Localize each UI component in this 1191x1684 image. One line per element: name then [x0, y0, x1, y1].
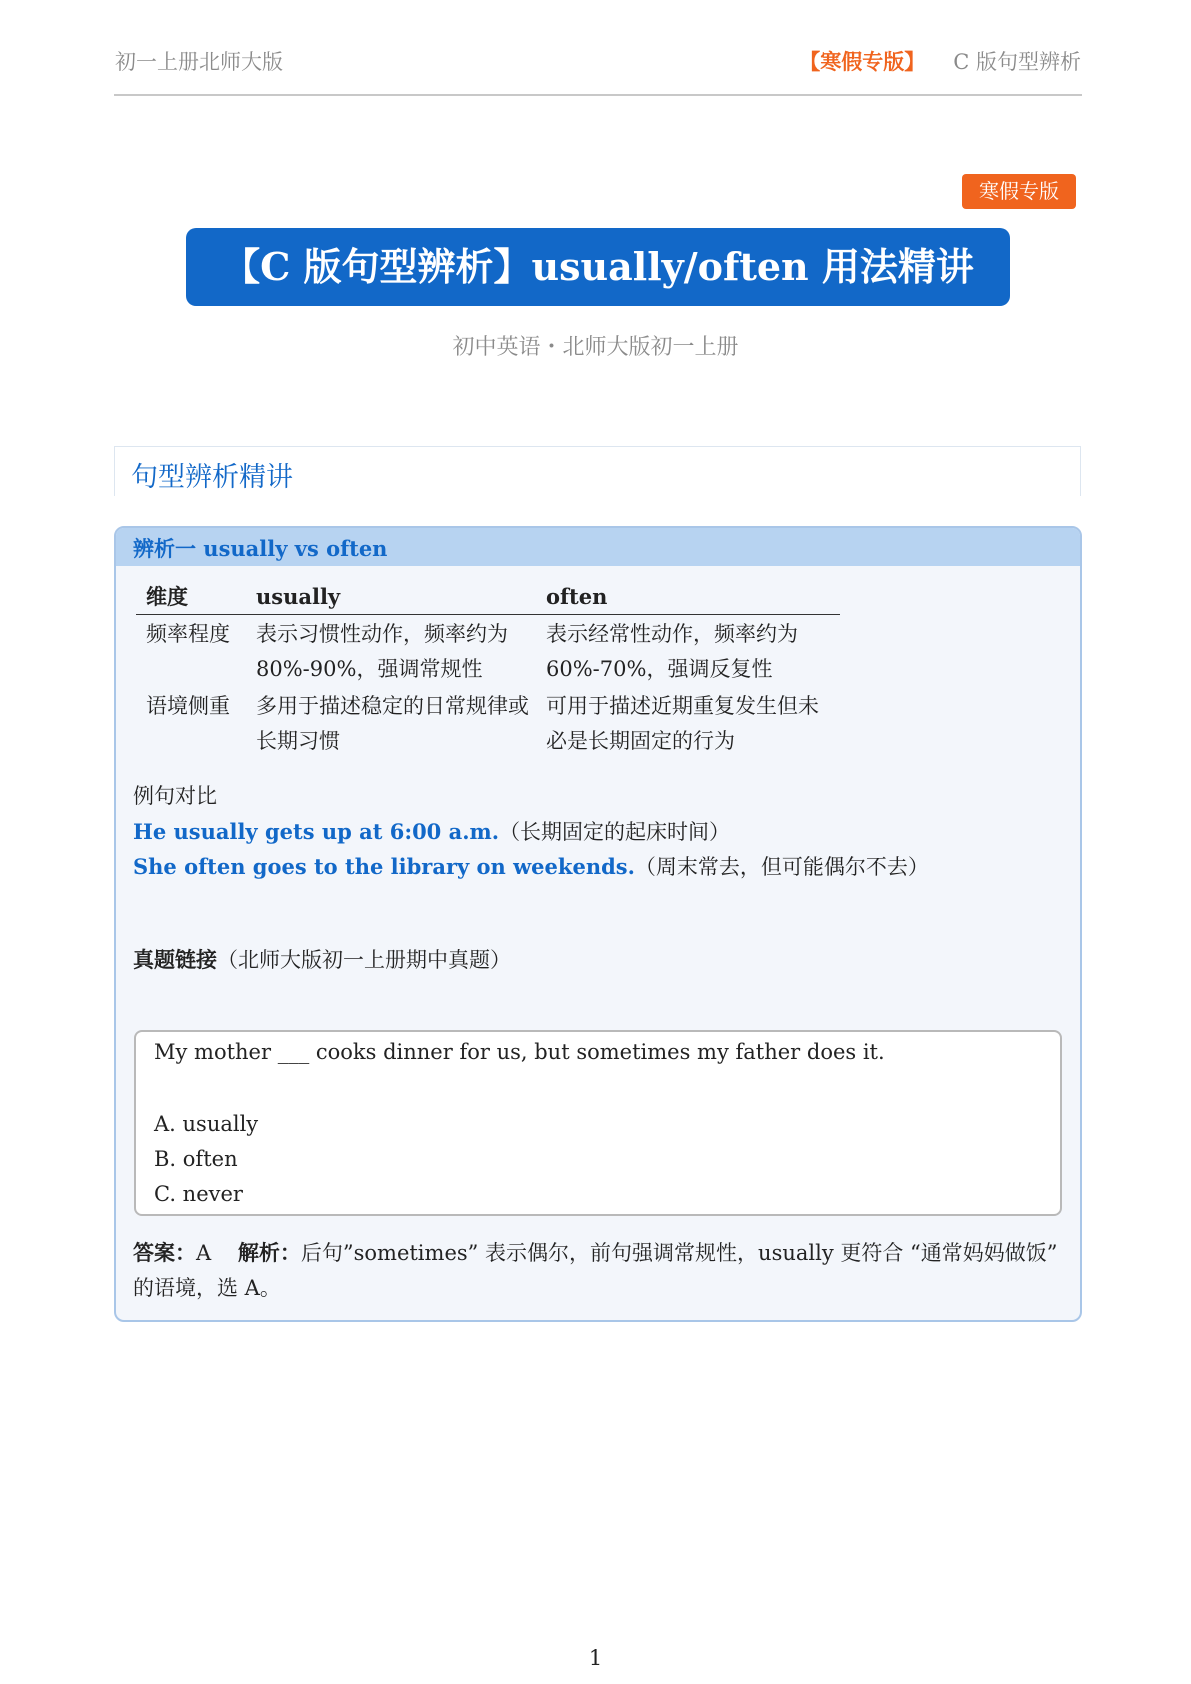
example-sentence — [133, 851, 929, 881]
example-note: （周末常去，但可能偶尔不去） — [634, 855, 929, 879]
table-cell: 可用于描述近期重复发生但未必是长期固定的行为 — [546, 694, 819, 753]
answer-analysis — [133, 1236, 1059, 1306]
table-header-row — [136, 580, 840, 615]
table-header: 维度 — [136, 580, 246, 615]
example-sentence — [133, 816, 730, 846]
examples-title: 例句对比 — [133, 784, 217, 808]
subtitle: 初中英语・北师大版初一上册 — [452, 335, 739, 360]
answer-value: A — [196, 1241, 212, 1265]
table-cell: 表示习惯性动作，频率约为80%-90%，强调常规性 — [256, 622, 508, 681]
example-note: （长期固定的起床时间） — [499, 820, 731, 844]
comparison-table — [136, 580, 840, 759]
header-section-title: C 版句型辨析 — [953, 50, 1081, 74]
section-heading — [114, 446, 1081, 496]
question-box — [134, 1030, 1062, 1216]
card-header — [116, 528, 1080, 566]
header-right — [799, 46, 1081, 76]
card-title: 辨析一 usually vs often — [133, 536, 388, 561]
title-banner: 【C 版句型辨析】usually/often 用法精讲 — [186, 228, 1010, 306]
page-number: 1 — [588, 1646, 603, 1670]
section-heading-text: 句型辨析精讲 — [131, 462, 293, 493]
table-row — [136, 687, 840, 759]
option-a: A. usually — [154, 1112, 259, 1136]
header-rule — [114, 94, 1082, 96]
example-english: She often goes to the library on weekends. — [133, 854, 635, 879]
table-cell: 多用于描述稳定的日常规律或长期习惯 — [256, 694, 529, 753]
question-stem: My mother ___ cooks dinner for us, but sometimes my father does it. — [154, 1040, 885, 1064]
real-exam-label: 真题链接 — [133, 948, 217, 972]
real-exam-title — [133, 944, 511, 974]
table-cell: 频率程度 — [146, 622, 230, 646]
example-english: He usually gets up at 6:00 a.m. — [133, 819, 500, 844]
answer-label: 答案： — [133, 1241, 196, 1265]
analysis-card — [114, 526, 1082, 1322]
analysis-text: 后句”sometimes” 表示偶尔，前句强调常规性，usually 更符合 “通常妈妈做饭” 的语境，选 A。 — [133, 1241, 1058, 1300]
option-c: C. never — [154, 1182, 243, 1206]
table-row — [136, 615, 840, 688]
option-b: B. often — [154, 1147, 238, 1171]
table-header: often — [536, 580, 840, 615]
table-cell: 语境侧重 — [146, 694, 230, 718]
real-exam-source: （北师大版初一上册期中真题） — [217, 948, 511, 972]
analysis-label: 解析： — [237, 1241, 301, 1265]
header-left: 初一上册北师大版 — [115, 50, 283, 74]
table-cell: 表示经常性动作，频率约为60%-70%，强调反复性 — [546, 622, 798, 681]
header-edition-tag: 【寒假专版】 — [799, 50, 926, 74]
edition-badge: 寒假专版 — [962, 174, 1076, 209]
table-header: usually — [246, 580, 536, 615]
